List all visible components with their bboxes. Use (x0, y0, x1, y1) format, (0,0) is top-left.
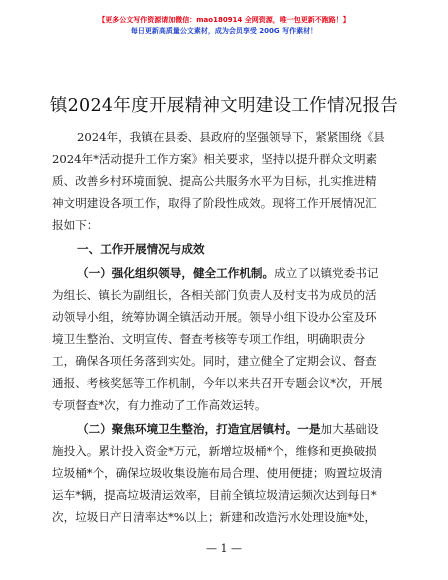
item2-first-text: 加大基础设 (320, 422, 379, 436)
item2-line: 次，垃圾日产日清率达*%以上；新建和改造污水处理设施*处， (52, 510, 377, 524)
intro-line: 质、改善乡村环境面貌、提高公共服务水平为目标，扎实推进精 (52, 174, 377, 188)
item2-line: 垃圾桶*个，确保垃圾收集设施布局合理、使用便捷；购置垃圾清 (52, 466, 383, 480)
item1-line: 通报、考核奖惩等工作机制，今年以来共召开专题会议*次，开展 (52, 376, 383, 390)
item1-first-text: 成立了以镇党委书记 (274, 266, 379, 280)
item1-lead: （一）强化组织领导，健全工作机制。 (77, 266, 275, 280)
intro-line: 2024年，我镇在县委、县政府的坚强领导下，紧紧围绕《县 (77, 130, 385, 144)
intro-line: 报如下： (52, 218, 99, 232)
intro-line: 神文明建设各项工作，取得了阶段性成效。现将工作开展情况汇 (52, 196, 377, 210)
item1-line: 动领导小组，统筹协调全镇活动开展。领导小组下设办公室及环 (52, 310, 377, 324)
item1-line: 境卫生整治、文明宣传、督查考核等专项工作组，明确职责分 (52, 332, 366, 346)
item2-line: 施投入。累计投入资金*万元，新增垃圾桶*个，维修和更换破损 (52, 444, 377, 458)
item2-emphasis: 一是 (297, 422, 321, 436)
item2-first-line (52, 422, 396, 436)
item2-line: 运车*辆，提高垃圾清运效率，目前全镇垃圾清运频次达到每日* (52, 488, 377, 502)
document-title: 镇2024年度开展精神文明建设工作情况报告 (49, 96, 399, 116)
resource-banner-line2: 每日更新高质量公文素材，成为会员享受 200G 写作素材！ (130, 27, 318, 35)
item1-line: 工，确保各项任务落到实处。同时，建立健全了定期会议、督查 (52, 354, 377, 368)
page-number: — 1 — (206, 542, 242, 555)
item2-lead: （二）聚焦环境卫生整治，打造宜居镇村。 (77, 422, 298, 436)
item1-first-line (52, 266, 396, 280)
item1-line: 为组长、镇长为副组长，各相关部门负责人及村支书为成员的活 (52, 288, 377, 302)
section-heading: 一、工作开展情况与成效 (77, 242, 205, 256)
intro-line: 2024年*活动提升工作方案》相关要求，坚持以提升群众文明素 (52, 152, 378, 166)
resource-banner-line1: 【更多公文写作资源请加微信：mao180914 全网资源，唯一包更新不跑路！】 (98, 16, 350, 24)
item1-line: 专项督查*次，有力推动了工作高效运转。 (52, 398, 267, 412)
